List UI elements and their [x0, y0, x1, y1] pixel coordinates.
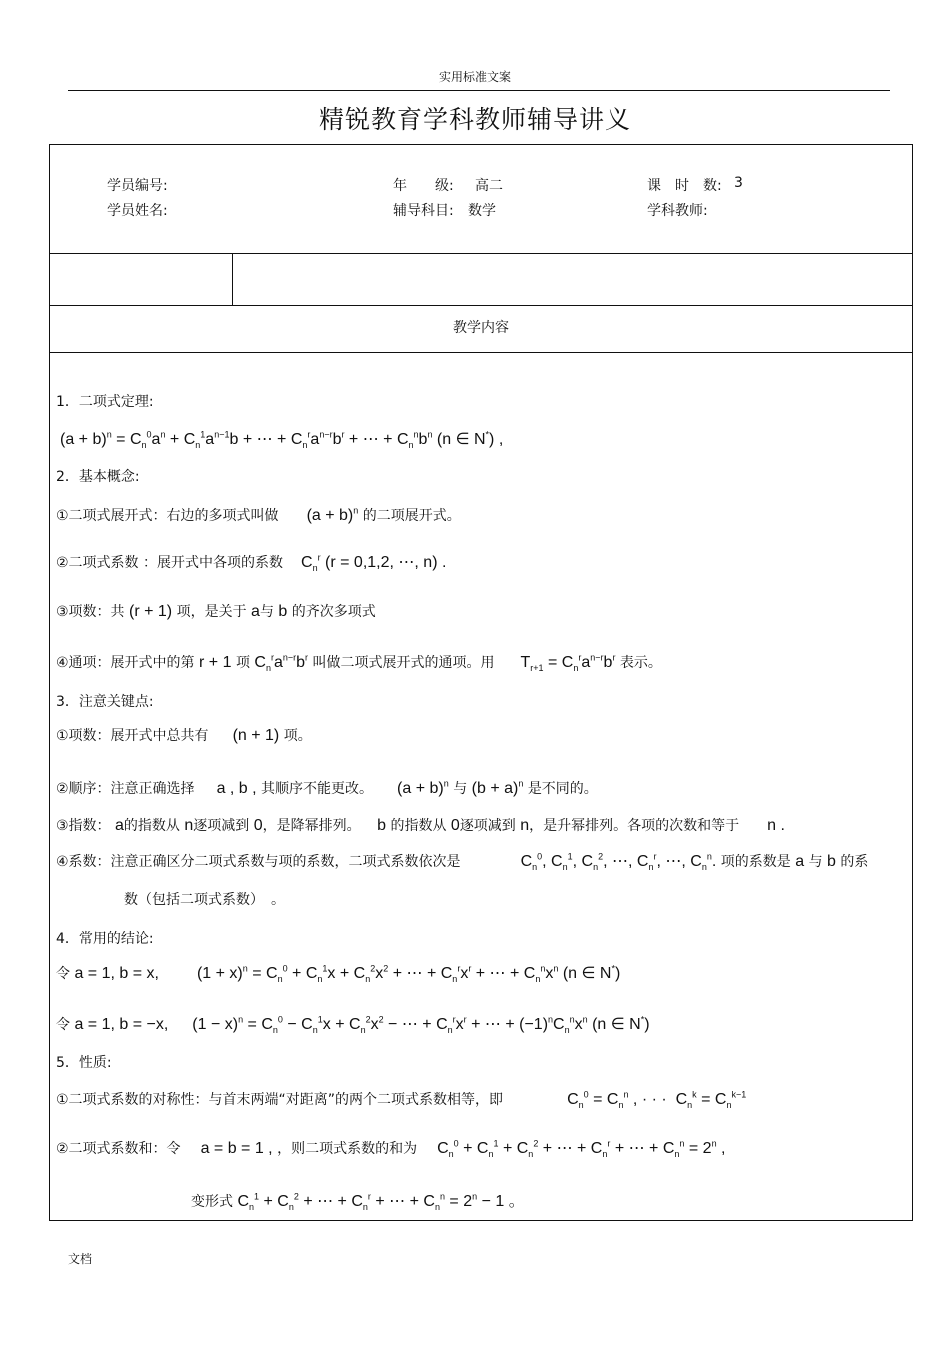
concept-expansion: ①二项式展开式：右边的多项式叫做 $(a + b)^n$ 的二项展开式。 — [56, 505, 461, 524]
binomial-theorem-formula: $(a + b)^n = C_n^0a^n + C_n^1a^{n-1}b$ + ⋯ + $C_n^ra^{n-r}b^r$ + ⋯ + $C_n^nb^n$ (n ∈ N*) , — [60, 429, 504, 451]
concept-general-term: ④通项：展开式中的第 r + 1 项 $C_n^ra^{n-r}b^r$ 叫做二项式展开式的通项。用 $T_{r+1} = C_n^ra^{n-r}b^r$ 表示。 — [56, 652, 662, 674]
heading-key-points: 3．注意关键点: — [56, 694, 154, 710]
property-symmetry: ①二项式系数的对称性：与首末两端“对距离”的两个二项式系数相等，即 $C_n^0 = C_n^n$ , · · · $C_n^k = C_n^{k-1}$ — [56, 1089, 747, 1111]
key-term-count: ①项数：展开式中总共有 (n + 1) 项。 — [56, 727, 312, 744]
concept-coefficient: ②二项式系数 ：展开式中各项的系数 $C_n^r$ (r = 0,1,2, ⋯, n) . — [56, 552, 447, 574]
row-divider — [50, 253, 912, 254]
heading-basic-concepts: 2．基本概念: — [56, 469, 140, 485]
property-sum-variant: 变形式 $C_n^1 + C_n^2$ + ⋯ + $C_n^r$ + ⋯ + $C_n^n = 2^n - 1$ 。 — [191, 1191, 525, 1213]
result-minus: 令 a = 1, b = −x, $(1 - x)^n = C_n^0 - C_n^1x + C_n^2x^2$ − ⋯ + $C_n^rx^r$ + ⋯ + $(-1)^nC_n^nx^n$ (n ∈ N*) — [56, 1014, 650, 1036]
row-divider — [50, 352, 912, 353]
row-divider — [50, 305, 912, 306]
heading-common-results: 4．常用的结论: — [56, 931, 154, 947]
header-rule — [68, 90, 890, 91]
page-title: 精锐教育学科教师辅导讲义 — [318, 105, 631, 134]
property-sum: ②二项式系数和：令 a = b = 1 , ，则二项式系数的和为 $C_n^0 + C_n^1 + C_n^2$ + ⋯ + $C_n^r$ + ⋯ + $C_n^n = 2^n$ , — [56, 1138, 726, 1160]
column-divider — [232, 253, 233, 305]
section-title: 教学内容 — [453, 320, 509, 336]
hours-value: 3 — [734, 175, 743, 191]
student-no-label: 学员编号: — [107, 178, 168, 194]
page-header: 实用标准文案 — [438, 70, 511, 84]
key-coefficient-line2: 数（包括二项式系数） 。 — [124, 892, 285, 908]
grade-label: 年 级: — [393, 178, 454, 194]
hours-label: 课 时 数: — [647, 178, 722, 194]
heading-binomial-theorem: 1．二项式定理: — [56, 394, 154, 410]
concept-term-count: ③项数：共 (r + 1) 项，是关于 a与 b 的齐次多项式 — [56, 603, 376, 620]
result-plus: 令 a = 1, b = x, $(1 + x)^n = C_n^0 + C_n^1x + C_n^2x^2$ + ⋯ + $C_n^rx^r$ + ⋯ + $C_n^nx^n$ (n ∈ N*) — [56, 963, 621, 985]
key-order: ②顺序：注意正确选择 a , b , 其顺序不能更改。 $(a + b)^n$ 与 $(b + a)^n$ 是不同的。 — [56, 778, 598, 797]
key-coefficient: ④系数：注意正确区分二项式系数与项的系数，二项式系数依次是 $C_n^0$, $C_n^1$, $C_n^2$, ⋯, $C_n^r$, ⋯, $C_n^n$. 项的系数是 a 与 b 的系 — [56, 851, 869, 873]
page-footer: 文档 — [68, 1252, 93, 1266]
heading-properties: 5．性质: — [56, 1055, 112, 1071]
key-exponent: ③指数： a的指数从 n逐项减到 0，是降幂排列。 b 的指数从 0逐项减到 n，是升幂排列。各项的次数和等于 n . — [56, 817, 785, 834]
grade-value: 高二 — [475, 178, 503, 194]
subject-value: 数学 — [468, 203, 496, 219]
student-name-label: 学员姓名: — [107, 203, 168, 219]
teacher-label: 学科教师: — [647, 203, 708, 219]
subject-label: 辅导科目: — [393, 203, 454, 219]
handout-table — [49, 144, 913, 1221]
